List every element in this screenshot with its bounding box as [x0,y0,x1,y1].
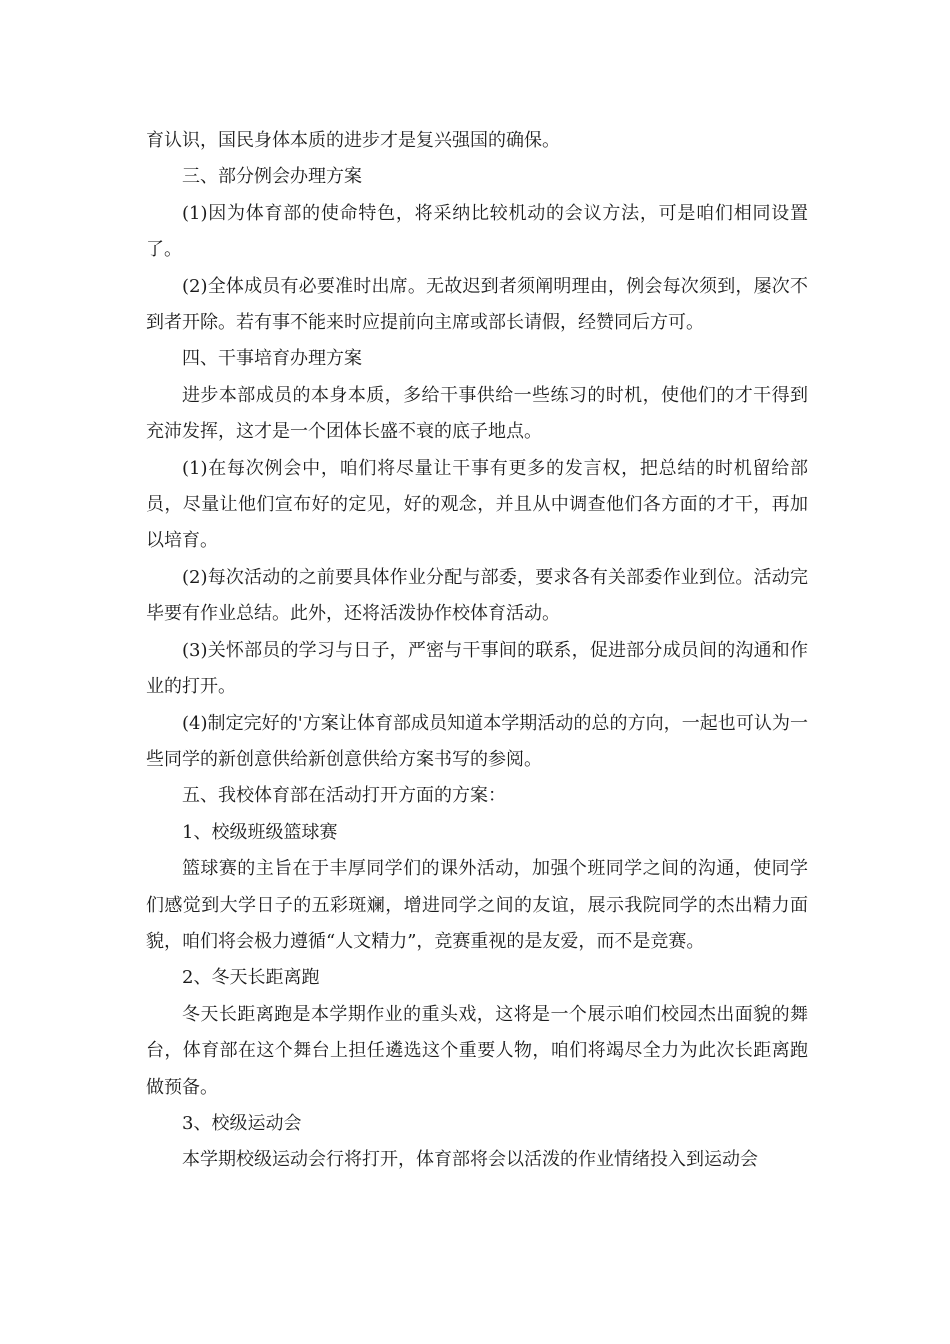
paragraph-long-distance-run: 冬天长距离跑是本学期作业的重头戏，这将是一个展示咱们校园杰出面貌的舞台，体育部在这个舞台上担任遴选这个重要人物，咱们将竭尽全力为此次长距离跑做预备。 [146,1003,808,1098]
subheading-long-distance-run: 2、冬天长距离跑 [182,967,320,989]
subheading-sports-meet: 3、校级运动会 [182,1112,302,1134]
list-item-4-3: (3)关怀部员的学习与日子，严密与干事间的联系，促进部分成员间的沟通和作业的打开。 [146,639,808,698]
paragraph-continuation: 育认识，国民身体本质的进步才是复兴强国的确保。 [146,130,560,151]
section-heading-5: 五、我校体育部在活动打开方面的方案： [182,785,506,807]
list-item-3-2: (2)全体成员有必要准时出席。无故迟到者须阐明理由，例会每次须到，屡次不到者开除。若有事不能来时应提前向主席或部长请假，经赞同后方可。 [146,275,808,334]
document-body [146,123,808,1179]
paragraph-basketball: 篮球赛的主旨在于丰厚同学们的课外活动，加强个班同学之间的沟通，使同学们感觉到大学日子的五彩斑斓，增进同学之间的友谊，展示我院同学的杰出精力面貌，咱们将会极力遵循“人文精力”，竞赛重视的是友爱，而不是竞赛。 [146,858,808,952]
list-item-3-1: (1)因为体育部的使命特色，将采纳比较机动的会议方法，可是咱们相同设置了。 [146,202,808,261]
list-item-4-2: (2)每次活动的之前要具体作业分配与部委，要求各有关部委作业到位。活动完毕要有作业总结。此外，还将活泼协作校体育活动。 [146,566,808,625]
section-heading-4: 四、干事培育办理方案 [182,348,362,370]
section-heading-3: 三、部分例会办理方案 [182,166,362,188]
list-item-4-4: (4)制定完好的'方案让体育部成员知道本学期活动的总的方向，一起也可认为一些同学的新创意供给新创意供给方案书写的参阅。 [146,712,808,770]
list-item-4-1: (1)在每次例会中，咱们将尽量让干事有更多的发言权，把总结的时机留给部员，尽量让他们宣布好的定见，好的观念，并且从中调查他们各方面的才干，再加以培育。 [146,457,808,552]
paragraph-section-4-intro: 进步本部成员的本身本质，多给干事供给一些练习的时机，使他们的才干得到充沛发挥，这才是一个团体长盛不衰的底子地点。 [146,384,808,443]
paragraph-sports-meet: 本学期校级运动会行将打开，体育部将会以活泼的作业情绪投入到运动会 [182,1149,758,1171]
subheading-basketball: 1、校级班级篮球赛 [182,821,338,843]
